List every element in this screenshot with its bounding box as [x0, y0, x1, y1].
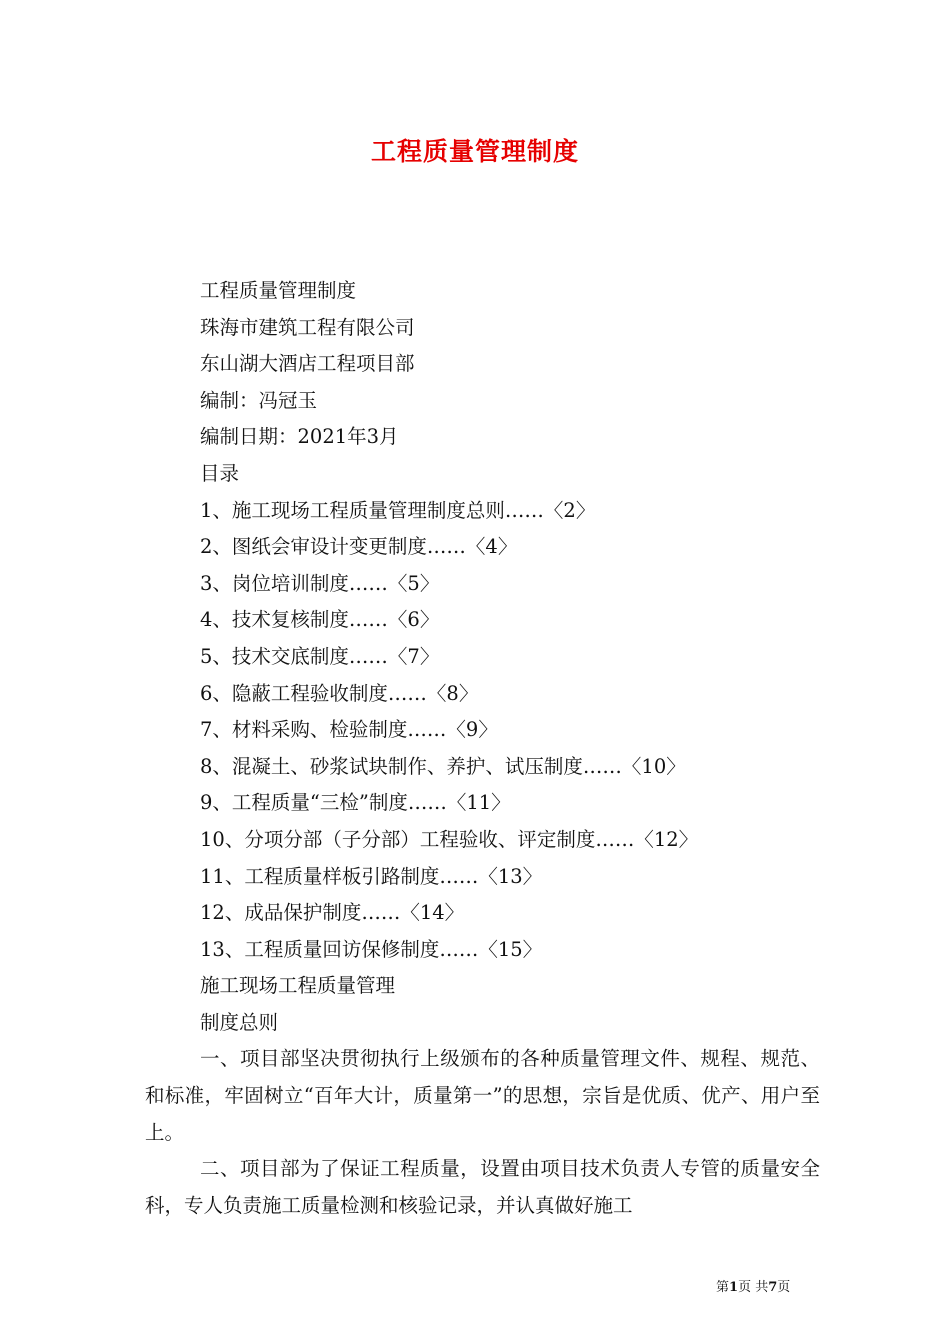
toc-item: 6、隐蔽工程验收制度……〈8〉 [200, 681, 479, 705]
toc-item: 9、工程质量“三检”制度……〈11〉 [200, 791, 511, 815]
footer-mid: 页 共 [738, 1280, 769, 1295]
page-footer [716, 1276, 790, 1295]
document-body [145, 273, 820, 1224]
paragraph: 一、项目部坚决贯彻执行上级颁布的各种质量管理文件、规程、规范、和标准，牢固树立“百年大计，质量第一”的思想，宗旨是优质、优产、用户至上。 [145, 1047, 820, 1144]
front-project: 东山湖大酒店工程项目部 [200, 352, 415, 376]
footer-page-number: 1 [729, 1280, 739, 1295]
document-title: 工程质量管理制度 [370, 137, 579, 166]
toc-heading: 目录 [200, 461, 240, 485]
toc-item: 10、分项分部（子分部）工程验收、评定制度……〈12〉 [200, 827, 699, 851]
front-doc-title: 工程质量管理制度 [200, 279, 357, 302]
front-date: 编制日期：2021年3月 [200, 425, 399, 449]
toc-item: 5、技术交底制度……〈7〉 [200, 644, 440, 668]
toc-item: 7、材料采购、检验制度……〈9〉 [200, 718, 498, 742]
footer-total-pages: 7 [768, 1280, 778, 1295]
section-heading: 施工现场工程质量管理 [200, 974, 396, 998]
front-author: 编制：冯冠玉 [200, 388, 318, 412]
toc-item: 3、岗位培训制度……〈5〉 [200, 571, 440, 595]
footer-post: 页 [777, 1280, 791, 1295]
toc-item: 8、混凝土、砂浆试块制作、养护、试压制度……〈10〉 [200, 754, 686, 778]
toc-item: 4、技术复核制度……〈6〉 [200, 608, 440, 632]
toc-item: 13、工程质量回访保修制度……〈15〉 [200, 937, 543, 961]
toc-item: 12、成品保护制度……〈14〉 [200, 901, 465, 925]
toc-item: 1、施工现场工程质量管理制度总则……〈2〉 [200, 498, 596, 522]
paragraph: 二、项目部为了保证工程质量，设置由项目技术负责人专管的质量安全科，专人负责施工质量检测和核验记录，并认真做好施工 [145, 1157, 820, 1217]
table-of-contents [145, 493, 820, 969]
toc-item: 2、图纸会审设计变更制度……〈4〉 [200, 535, 518, 559]
footer-pre: 第 [716, 1280, 730, 1295]
toc-item: 11、工程质量样板引路制度……〈13〉 [200, 864, 543, 888]
section-subheading: 制度总则 [200, 1010, 279, 1034]
front-company: 珠海市建筑工程有限公司 [200, 315, 415, 339]
